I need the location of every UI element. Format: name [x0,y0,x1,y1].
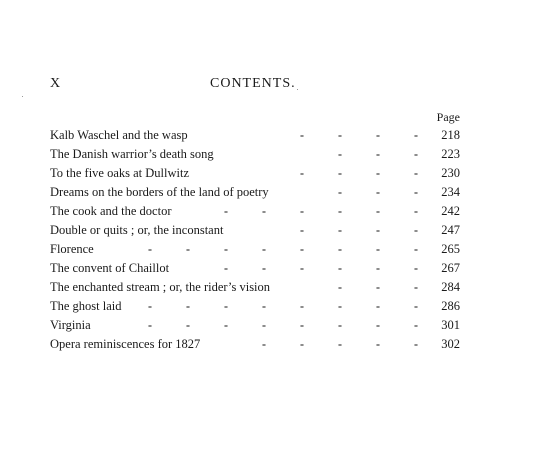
entry-title: Dreams on the borders of the land of poetry [50,185,269,199]
entry-page-number: 234 [441,185,460,199]
entry-page-number: 267 [441,261,460,275]
contents-entry [50,126,460,145]
entry-title: Double or quits ; or, the inconstant [50,223,224,237]
contents-entry [50,183,460,202]
entry-leader-dashes: - - - - - [262,337,418,351]
entry-page-number: 265 [441,242,460,256]
entry-leader-dashes: - - - - [300,166,418,180]
contents-entry [50,259,460,278]
entry-title: The Danish warrior’s death song [50,147,214,161]
entry-page-number: 223 [441,147,460,161]
entry-leader-dashes: - - - - [300,223,418,237]
entry-title: The convent of Chaillot [50,261,170,275]
contents-entry [50,316,460,335]
entry-title: The cook and the doctor [50,204,172,218]
entry-leader-dashes: - - - - - - - - [148,242,418,256]
contents-entry [50,335,460,354]
contents-entry [50,278,460,297]
paper-speck [22,96,23,97]
entry-page-number: 302 [441,337,460,351]
entry-title: Virginia [50,318,91,332]
contents-entry [50,145,460,164]
entry-leader-dashes: - - - - - - [224,204,418,218]
contents-entry [50,221,460,240]
entry-title: To the five oaks at Dullwitz [50,166,190,180]
entry-leader-dashes: - - - [338,185,418,199]
entry-leader-dashes: - - - - - - [224,261,418,275]
paper-speck [297,89,298,90]
entry-leader-dashes: - - - - - - - - [148,299,418,313]
entry-page-number: 230 [441,166,460,180]
entry-page-number: 301 [441,318,460,332]
contents-entry [50,164,460,183]
entry-leader-dashes: - - - - - - - - [148,318,418,332]
entry-page-number: 247 [441,223,460,237]
contents-entry [50,297,460,316]
entry-page-number: 218 [441,128,460,142]
entry-title: Kalb Waschel and the wasp [50,128,188,142]
page-folio: X [50,76,61,91]
entry-page-number: 242 [441,204,460,218]
entry-leader-dashes: - - - [338,147,418,161]
entry-leader-dashes: - - - - [300,128,418,142]
contents-entry [50,240,460,259]
entry-page-number: 286 [441,299,460,313]
entry-page-number: 284 [441,280,460,294]
contents-list [50,126,460,354]
entry-title: Florence [50,242,94,256]
entry-leader-dashes: - - - [338,280,418,294]
running-head: CONTENTS. [210,76,296,91]
page-column-label: Page [436,110,460,124]
entry-title: Opera reminiscences for 1827 [50,337,201,351]
contents-entry [50,202,460,221]
entry-title: The enchanted stream ; or, the rider’s vision [50,280,271,294]
entry-title: The ghost laid [50,299,122,313]
